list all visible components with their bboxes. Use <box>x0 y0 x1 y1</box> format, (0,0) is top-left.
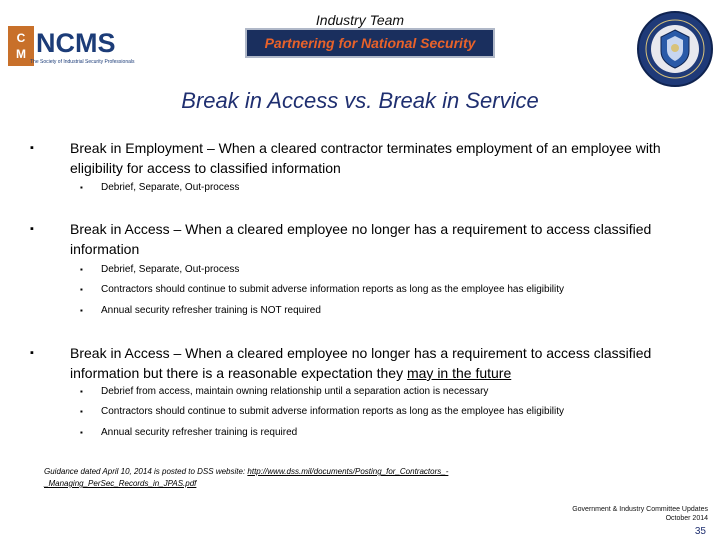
bullet-text: Break in Access – When a cleared employee no longer has a requirement to access classified information <box>70 221 652 257</box>
square-bullet-icon: ▪ <box>30 223 34 235</box>
square-bullet-icon: ▪ <box>30 347 34 359</box>
sub-bullet-text: Debrief from access, maintain owning relationship until a separation action is necessary <box>101 386 489 397</box>
square-bullet-icon: ▪ <box>80 428 83 437</box>
ncms-logo <box>8 24 150 70</box>
guidance-prefix: Guidance dated April 10, 2014 is posted to DSS website: <box>44 467 248 476</box>
header-team-label: Industry Team <box>315 12 405 28</box>
square-bullet-icon: ▪ <box>80 183 83 192</box>
ncms-c-letter: C <box>16 31 26 45</box>
sub-bullet-text: Debrief, Separate, Out-process <box>101 182 240 193</box>
slide-title: Break in Access vs. Break in Service <box>181 88 539 113</box>
partnering-banner: Partnering for National Security <box>245 28 495 58</box>
ncms-tagline: The Society of Industrial Security Professionals <box>30 59 135 65</box>
square-bullet-icon: ▪ <box>80 387 83 396</box>
page-number: 35 <box>694 526 706 537</box>
dss-seal-icon <box>636 10 714 88</box>
bullet-text: Break in Employment – When a cleared contractor terminates employment of an employee with eligibility for access to classified information <box>70 140 661 176</box>
square-bullet-icon: ▪ <box>80 285 83 294</box>
footer-date: October 2014 <box>665 515 708 522</box>
sub-bullet-text: Annual security refresher training is required <box>101 427 298 438</box>
footer-committee: Government & Industry Committee Updates <box>572 506 708 513</box>
bullet-text-main: Break in Access – When a cleared employee no longer has a requirement to access classified information but there is a reasonable expectation they <box>70 345 652 381</box>
square-bullet-icon: ▪ <box>80 306 83 315</box>
dss-guidance-link[interactable]: http://www.dss.mil/documents/Posting_for_Contractors_-_Managing_PerSec_Records_in_JPAS.pdf <box>44 467 449 488</box>
bullet-text <box>70 343 690 383</box>
sub-bullet-text: Debrief, Separate, Out-process <box>101 264 240 275</box>
sub-bullet-text: Contractors should continue to submit adverse information reports as long as the employee has eligibility <box>101 406 565 417</box>
ncms-m-letter: M <box>16 47 26 61</box>
sub-bullet-text: Annual security refresher training is NOT required <box>101 305 321 316</box>
footer <box>572 505 708 523</box>
sub-bullet-text: Contractors should continue to submit adverse information reports as long as the employee has eligibility <box>101 284 565 295</box>
square-bullet-icon: ▪ <box>30 142 34 154</box>
ncms-logo-text: NCMS <box>36 28 116 58</box>
square-bullet-icon: ▪ <box>80 265 83 274</box>
bullet-text-underlined: may in the future <box>406 365 512 381</box>
guidance-note <box>44 466 544 490</box>
square-bullet-icon: ▪ <box>80 407 83 416</box>
